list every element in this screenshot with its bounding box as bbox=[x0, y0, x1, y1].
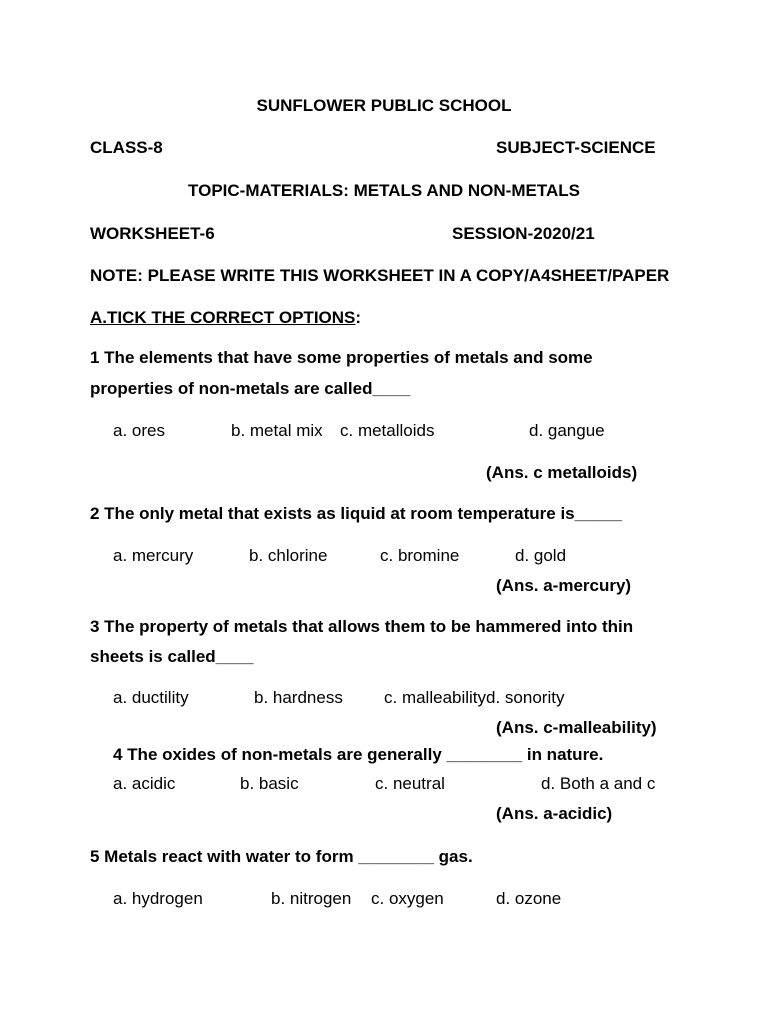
question-3-line-1: 3 The property of metals that allows them to be hammered into thin bbox=[90, 617, 634, 636]
question-2-answer: (Ans. a-mercury) bbox=[496, 576, 632, 595]
section-a-title bbox=[90, 307, 361, 329]
section-a-title-colon: : bbox=[355, 308, 362, 327]
question-4-option-a: a. acidic bbox=[113, 774, 176, 793]
question-2-option-b: b. chlorine bbox=[249, 546, 328, 565]
note-text: NOTE: PLEASE WRITE THIS WORKSHEET IN A COPY/A4SHEET/PAPER bbox=[90, 266, 670, 285]
question-1-option-c: c. metalloids bbox=[340, 421, 435, 440]
question-1-option-a: a. ores bbox=[113, 421, 165, 440]
question-1-line-1: 1 The elements that have some properties of metals and some bbox=[90, 348, 593, 367]
worksheet-label: WORKSHEET-6 bbox=[90, 224, 215, 243]
question-3-answer: (Ans. c-malleability) bbox=[496, 718, 657, 737]
question-2-option-c: c. bromine bbox=[380, 546, 460, 565]
question-3-line-2: sheets is called____ bbox=[90, 647, 254, 666]
question-5-option-d: d. ozone bbox=[496, 889, 562, 908]
question-1-option-d: d. gangue bbox=[529, 421, 605, 440]
question-1-option-b: b. metal mix bbox=[231, 421, 323, 440]
question-1-answer: (Ans. c metalloids) bbox=[486, 463, 638, 482]
question-5-option-c: c. oxygen bbox=[371, 889, 444, 908]
question-5-line-1: 5 Metals react with water to form ________ gas. bbox=[90, 847, 473, 866]
question-3-option-c: c. malleabilityd. sonority bbox=[384, 688, 565, 707]
question-5-option-b: b. nitrogen bbox=[271, 889, 352, 908]
question-1-line-2: properties of non-metals are called____ bbox=[90, 379, 411, 398]
question-4-option-b: b. basic bbox=[240, 774, 299, 793]
question-4-option-d: d. Both a and c bbox=[541, 774, 656, 793]
topic-title: TOPIC-MATERIALS: METALS AND NON-METALS bbox=[188, 181, 580, 200]
question-2-option-a: a. mercury bbox=[113, 546, 194, 565]
question-4-line-1: 4 The oxides of non-metals are generally ________ in nature. bbox=[113, 745, 604, 764]
question-4-option-c: c. neutral bbox=[375, 774, 445, 793]
question-5-option-a: a. hydrogen bbox=[113, 889, 203, 908]
question-3-option-b: b. hardness bbox=[254, 688, 343, 707]
session-label: SESSION-2020/21 bbox=[452, 224, 595, 243]
subject-label: SUBJECT-SCIENCE bbox=[496, 138, 656, 157]
question-2-option-d: d. gold bbox=[515, 546, 567, 565]
class-label: CLASS-8 bbox=[90, 138, 163, 157]
school-name: SUNFLOWER PUBLIC SCHOOL bbox=[256, 96, 512, 115]
question-4-answer: (Ans. a-acidic) bbox=[496, 804, 613, 823]
section-a-title-text: A.TICK THE CORRECT OPTIONS bbox=[90, 308, 356, 327]
question-2-line-1: 2 The only metal that exists as liquid at room temperature is_____ bbox=[90, 504, 622, 523]
question-3-option-a: a. ductility bbox=[113, 688, 189, 707]
